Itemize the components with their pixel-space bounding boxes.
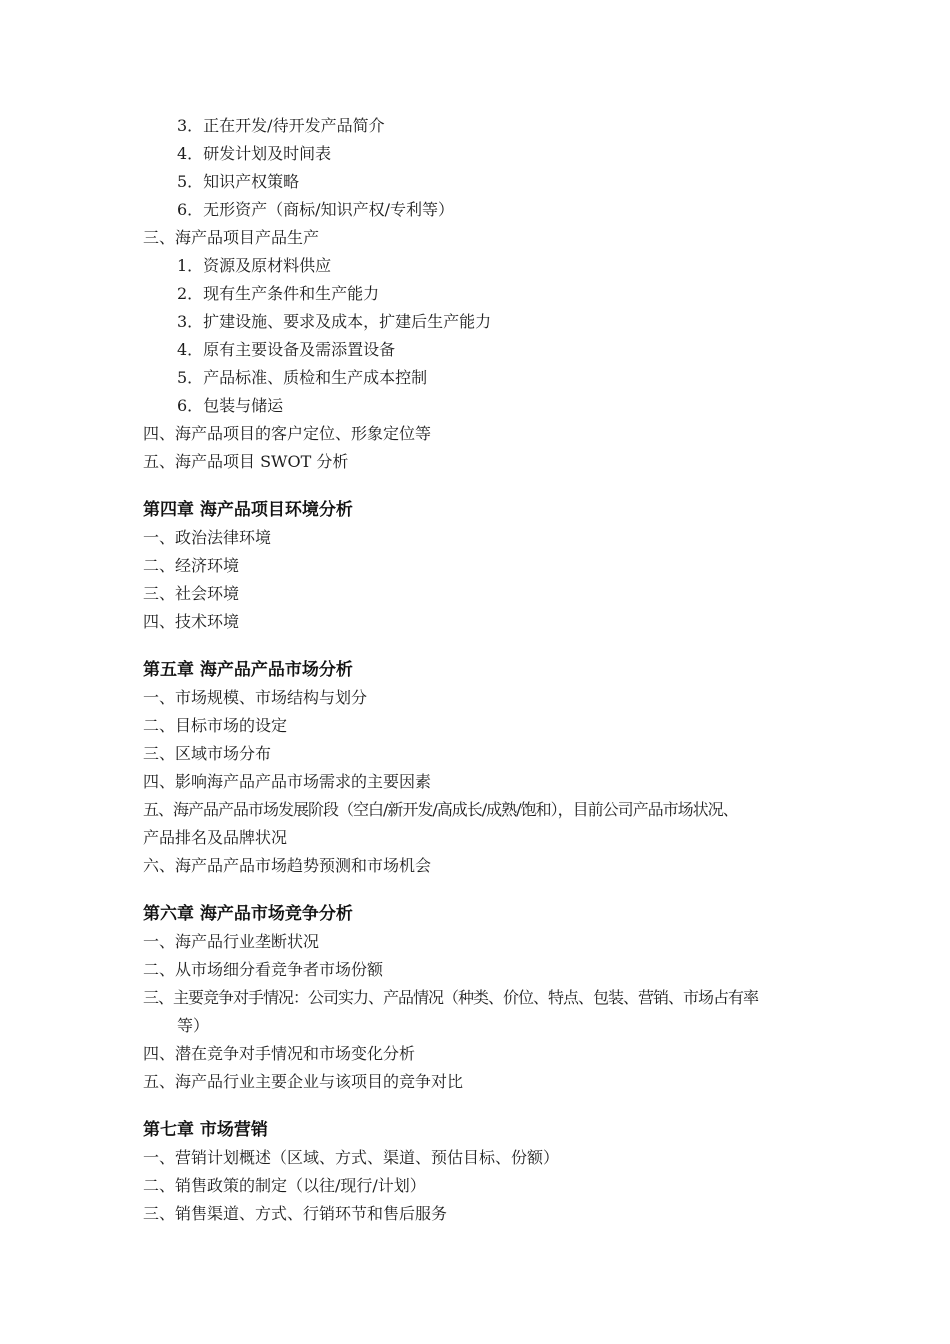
toc-item: 五、海产品行业主要企业与该项目的竞争对比 — [143, 1072, 464, 1091]
toc-item: 一、政治法律环境 — [143, 528, 272, 547]
chapter-section-3 — [143, 900, 853, 1096]
toc-item: 2．现有生产条件和生产能力 — [177, 284, 380, 303]
chapter-section-0 — [143, 112, 853, 476]
toc-item: 四、影响海产品产品市场需求的主要因素 — [143, 772, 432, 791]
chapter-heading: 第七章 市场营销 — [143, 1120, 268, 1140]
toc-item: 三、区域市场分布 — [143, 744, 272, 763]
chapter-section-4 — [143, 1116, 853, 1228]
toc-item: 四、海产品项目的客户定位、形象定位等 — [143, 424, 432, 443]
chapter-section-2 — [143, 656, 853, 880]
toc-item: 二、经济环境 — [143, 556, 240, 575]
toc-item: 二、从市场细分看竞争者市场份额 — [143, 960, 384, 979]
toc-item: 五、海产品项目 SWOT 分析 — [143, 452, 349, 471]
toc-item: 4．原有主要设备及需添置设备 — [177, 340, 396, 359]
toc-item: 五、海产品产品市场发展阶段（空白/新开发/高成长/成熟/饱和），目前公司产品市场状况、 — [143, 800, 738, 819]
toc-item: 一、海产品行业垄断状况 — [143, 932, 320, 951]
toc-item: 一、市场规模、市场结构与划分 — [143, 688, 368, 707]
toc-item: 一、营销计划概述（区域、方式、渠道、预估目标、份额） — [143, 1148, 560, 1167]
chapter-section-1 — [143, 496, 853, 636]
toc-item: 二、目标市场的设定 — [143, 716, 288, 735]
toc-item: 6．包装与储运 — [177, 396, 284, 415]
toc-item: 三、主要竞争对手情况：公司实力、产品情况（种类、价位、特点、包装、营销、市场占有率 — [143, 988, 759, 1007]
toc-item: 3．扩建设施、要求及成本，扩建后生产能力 — [177, 312, 492, 331]
chapter-heading: 第六章 海产品市场竞争分析 — [143, 904, 353, 924]
toc-item: 等） — [177, 1016, 210, 1035]
toc-item: 3．正在开发/待开发产品简介 — [177, 116, 385, 135]
toc-item: 四、技术环境 — [143, 612, 240, 631]
toc-item: 三、销售渠道、方式、行销环节和售后服务 — [143, 1204, 448, 1223]
toc-item: 4．研发计划及时间表 — [177, 144, 332, 163]
toc-item: 6．无形资产（商标/知识产权/专利等） — [177, 200, 454, 219]
chapter-heading: 第五章 海产品产品市场分析 — [143, 660, 353, 680]
chapter-heading: 第四章 海产品项目环境分析 — [143, 500, 353, 520]
toc-item: 5．产品标准、质检和生产成本控制 — [177, 368, 428, 387]
toc-item: 二、销售政策的制定（以往/现行/计划） — [143, 1176, 426, 1195]
toc-item: 产品排名及品牌状况 — [143, 828, 288, 847]
toc-item: 六、海产品产品市场趋势预测和市场机会 — [143, 856, 432, 875]
toc-item: 1．资源及原材料供应 — [177, 256, 332, 275]
toc-item: 三、海产品项目产品生产 — [143, 228, 320, 247]
document-content — [143, 112, 853, 1228]
toc-item: 5．知识产权策略 — [177, 172, 300, 191]
toc-item: 三、社会环境 — [143, 584, 240, 603]
toc-item: 四、潜在竞争对手情况和市场变化分析 — [143, 1044, 416, 1063]
